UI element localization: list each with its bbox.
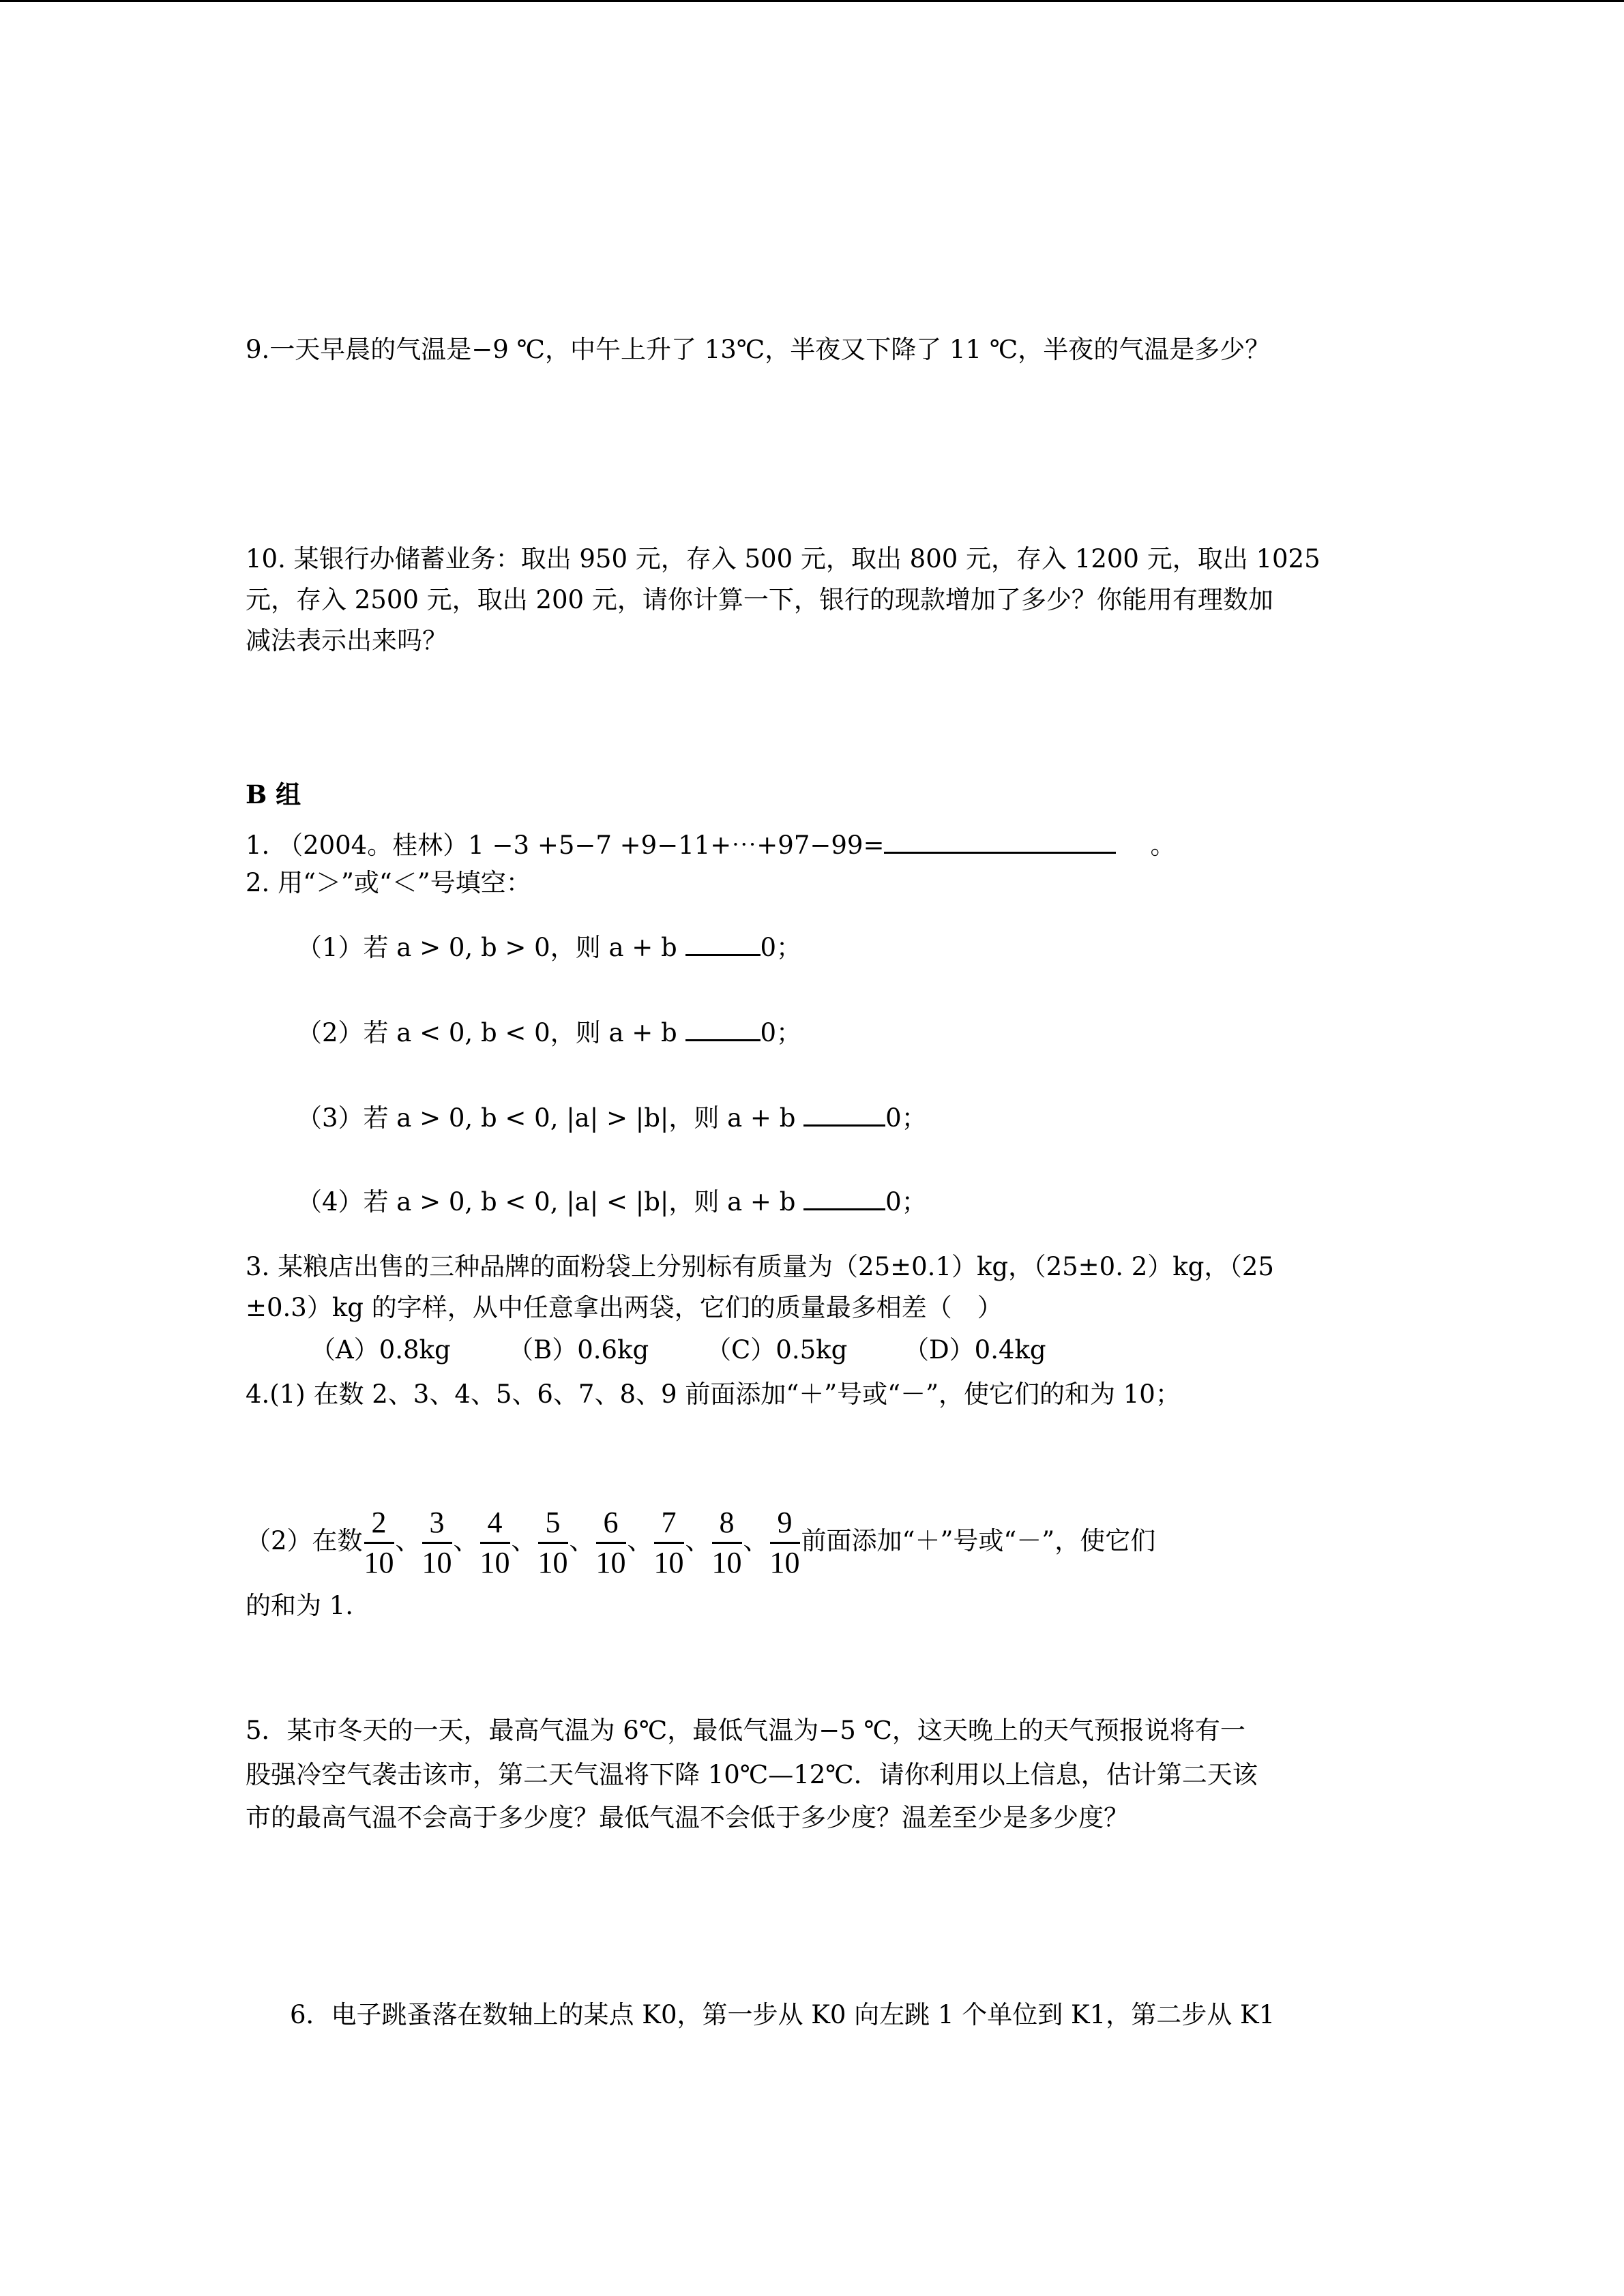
fraction-6-10: $\frac{6}{10}$ bbox=[596, 1504, 626, 1582]
b2-1-zero: 0； bbox=[760, 933, 802, 962]
b2-part-4 bbox=[297, 1178, 927, 1223]
b2-2-blank[interactable] bbox=[685, 1009, 761, 1041]
b2-4-blank[interactable] bbox=[803, 1178, 885, 1210]
b3-option-d: （D）0.4kg bbox=[904, 1335, 1046, 1365]
fraction-7-10: $\frac{7}{10}$ bbox=[654, 1504, 684, 1582]
b2-part-3 bbox=[297, 1094, 927, 1139]
b2-1-text: （1）若 a > 0, b > 0，则 a + b bbox=[297, 933, 677, 962]
separator: 、 bbox=[395, 1526, 421, 1555]
question-9: 9.一天早晨的气温是−9 ℃，中午上升了 13℃，半夜又下降了 11 ℃，半夜的气温是多少？ bbox=[246, 335, 1271, 364]
b-question-5-line-1: 5．某市冬天的一天，最高气温为 6℃，最低气温为−5 ℃，这天晚上的天气预报说将有一 bbox=[246, 1716, 1245, 1745]
b2-4-text: （4）若 a > 0, b < 0, |a| < |b|，则 a + b bbox=[297, 1187, 796, 1217]
b2-2-zero: 0； bbox=[760, 1018, 802, 1047]
b3-option-c: （C）0.5kg bbox=[706, 1335, 848, 1365]
fraction-4-10: $\frac{4}{10}$ bbox=[480, 1504, 510, 1582]
b2-4-zero: 0； bbox=[885, 1187, 927, 1217]
question-10-line-2: 元，存入 2500 元，取出 200 元，请你计算一下，银行的现款增加了多少？你能用有理数加 bbox=[246, 585, 1273, 614]
b-question-4-part-2-line-2: 的和为 1. bbox=[246, 1591, 354, 1620]
fraction-2-10: $\frac{2}{10}$ bbox=[364, 1504, 394, 1582]
b3-options bbox=[310, 1330, 1102, 1371]
separator: 、 bbox=[743, 1526, 769, 1555]
separator: 、 bbox=[569, 1526, 595, 1555]
separator: 、 bbox=[685, 1526, 711, 1555]
separator: 、 bbox=[627, 1526, 653, 1555]
b-question-5-line-2: 股强冷空气袭击该市，第二天气温将下降 10℃—12℃．请你利用以上信息，估计第二天该 bbox=[246, 1760, 1258, 1789]
b3-option-b: （B）0.6kg bbox=[508, 1335, 649, 1365]
group-b-heading: B 组 bbox=[246, 779, 301, 809]
b2-part-2 bbox=[297, 1009, 801, 1054]
b1-answer-blank[interactable] bbox=[884, 822, 1116, 854]
question-10-line-3: 减法表示出来吗？ bbox=[246, 626, 447, 655]
b-question-1 bbox=[246, 822, 1175, 866]
b-question-3-line-1: 3. 某粮店出售的三种品牌的面粉袋上分别标有质量为（25±0.1）kg，（25±0. 2）kg，（25 bbox=[246, 1252, 1274, 1281]
b4-2-prefix: （2）在数 bbox=[246, 1526, 363, 1555]
b2-3-zero: 0； bbox=[885, 1103, 927, 1133]
b1-text: 1. （2004。桂林）1 −3 +5−7 +9−11+⋯+97−99= bbox=[246, 831, 885, 860]
b2-part-1 bbox=[297, 924, 801, 968]
b-question-3-line-2: ±0.3）kg 的字样，从中任意拿出两袋，它们的质量最多相差（ ） bbox=[246, 1293, 1003, 1322]
question-10-line-1: 10. 某银行办储蓄业务：取出 950 元，存入 500 元，取出 800 元，存入 1200 元，取出 1025 bbox=[246, 544, 1320, 573]
b3-option-a: （A）0.8kg bbox=[310, 1335, 451, 1365]
separator: 、 bbox=[453, 1526, 479, 1555]
separator: 、 bbox=[511, 1526, 537, 1555]
fraction-5-10: $\frac{5}{10}$ bbox=[538, 1504, 568, 1582]
b2-1-blank[interactable] bbox=[685, 924, 761, 956]
b-question-6: 6．电子跳蚤落在数轴上的某点 K0，第一步从 K0 向左跳 1 个单位到 K1，第二步从 K1 bbox=[290, 2000, 1275, 2029]
b2-3-blank[interactable] bbox=[803, 1094, 885, 1127]
fraction-8-10: $\frac{8}{10}$ bbox=[712, 1504, 742, 1582]
fraction-3-10: $\frac{3}{10}$ bbox=[422, 1504, 452, 1582]
b-question-4-part-2 bbox=[246, 1500, 1155, 1582]
b-question-2: 2. 用“＞”或“＜”号填空： bbox=[246, 868, 531, 897]
b1-period: 。 bbox=[1150, 831, 1176, 860]
fraction-9-10: $\frac{9}{10}$ bbox=[770, 1504, 800, 1582]
b-question-5-line-3: 市的最高气温不会高于多少度？最低气温不会低于多少度？温差至少是多少度？ bbox=[246, 1803, 1129, 1832]
b2-3-text: （3）若 a > 0, b < 0, |a| > |b|，则 a + b bbox=[297, 1103, 796, 1133]
b4-2-suffix: 前面添加“＋”号或“－”，使它们 bbox=[801, 1526, 1156, 1555]
b-question-4-part-1: 4.(1) 在数 2、3、4、5、6、7、8、9 前面添加“＋”号或“－”，使它们的和为 10； bbox=[246, 1380, 1181, 1409]
b2-2-text: （2）若 a < 0, b < 0，则 a + b bbox=[297, 1018, 677, 1047]
top-border bbox=[0, 0, 1624, 2]
